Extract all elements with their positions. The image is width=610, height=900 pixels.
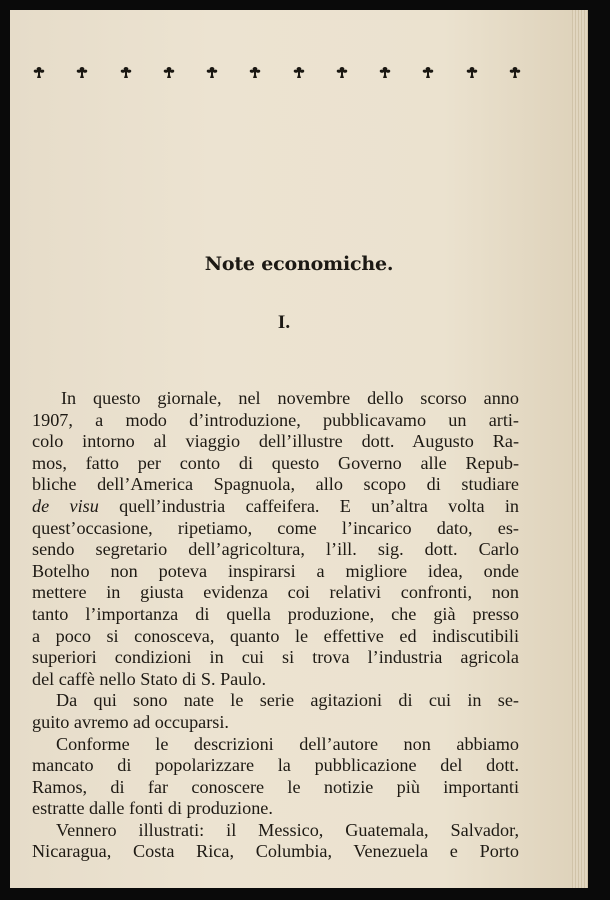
text-line: quest’occasione, ripetiamo, come l’incarico dato, es- — [32, 517, 519, 538]
fleuron-icon — [335, 66, 349, 80]
text-line: sendo segretario dell’agricoltura, l’ill. sig. dott. Carlo — [32, 539, 519, 560]
text-line: quell’industria caffeifera. E un’altra volta in — [119, 495, 520, 516]
ornament-row — [32, 66, 522, 86]
text-line: Da qui sono nate le serie agitazioni di cui in se- — [56, 690, 519, 711]
body-text — [32, 388, 519, 863]
fleuron-icon — [32, 66, 46, 80]
fleuron-icon — [465, 66, 479, 80]
text-line: bliche dell’America Spagnuola, allo scopo di studiare — [32, 474, 519, 495]
text-line: Botelho non poteva inspirarsi a migliore idea, onde — [32, 560, 519, 581]
fleuron-icon — [292, 66, 306, 80]
text-line: superiori condizioni in cui si trova l’industria agricola — [32, 647, 519, 668]
text-line-with-italic — [32, 496, 519, 518]
text-line: tanto l’importanza di quella produzione, che già presso — [32, 603, 519, 624]
text-line: del caffè nello Stato di S. Paulo. — [32, 668, 267, 689]
fleuron-icon — [75, 66, 89, 80]
text-line: mos, fatto per conto di questo Governo alle Repub- — [32, 452, 519, 473]
text-line: mettere in giusta evidenza coi relativi confronti, non — [32, 582, 519, 603]
book-page — [10, 10, 588, 888]
text-line: In questo giornale, nel novembre dello scorso anno — [61, 388, 519, 408]
fleuron-icon — [508, 66, 522, 80]
text-line: Vennero illustrati: il Messico, Guatemala, Salvador, — [56, 819, 519, 840]
text-line: Conforme le descrizioni dell’autore non abbiamo — [56, 733, 519, 754]
text-line: mancato di popolarizzare la pubblicazione del dott. — [32, 755, 519, 776]
fleuron-icon — [248, 66, 262, 80]
chapter-heading: Note economiche. — [204, 253, 394, 275]
fleuron-icon — [205, 66, 219, 80]
text-line: Ramos, di far conoscere le notizie più importanti — [32, 776, 519, 797]
fleuron-icon — [119, 66, 133, 80]
text-line: a poco si conosceva, quanto le effettive ed indiscutibili — [32, 625, 519, 646]
text-line: colo intorno al viaggio dell’illustre dott. Augusto Ra- — [32, 431, 519, 452]
section-numeral: I. — [277, 312, 291, 333]
text-line: 1907, a modo d’introduzione, pubblicavamo un arti- — [32, 409, 519, 430]
page-edge — [572, 10, 588, 888]
text-line: guito avremo ad occuparsi. — [32, 711, 229, 732]
text-line: estratte dalle fonti di produzione. — [32, 798, 273, 819]
fleuron-icon — [162, 66, 176, 80]
italic-phrase: de visu — [32, 495, 99, 516]
fleuron-icon — [421, 66, 435, 80]
fleuron-icon — [378, 66, 392, 80]
text-line: Nicaragua, Costa Rica, Columbia, Venezuela e Porto — [32, 841, 519, 862]
